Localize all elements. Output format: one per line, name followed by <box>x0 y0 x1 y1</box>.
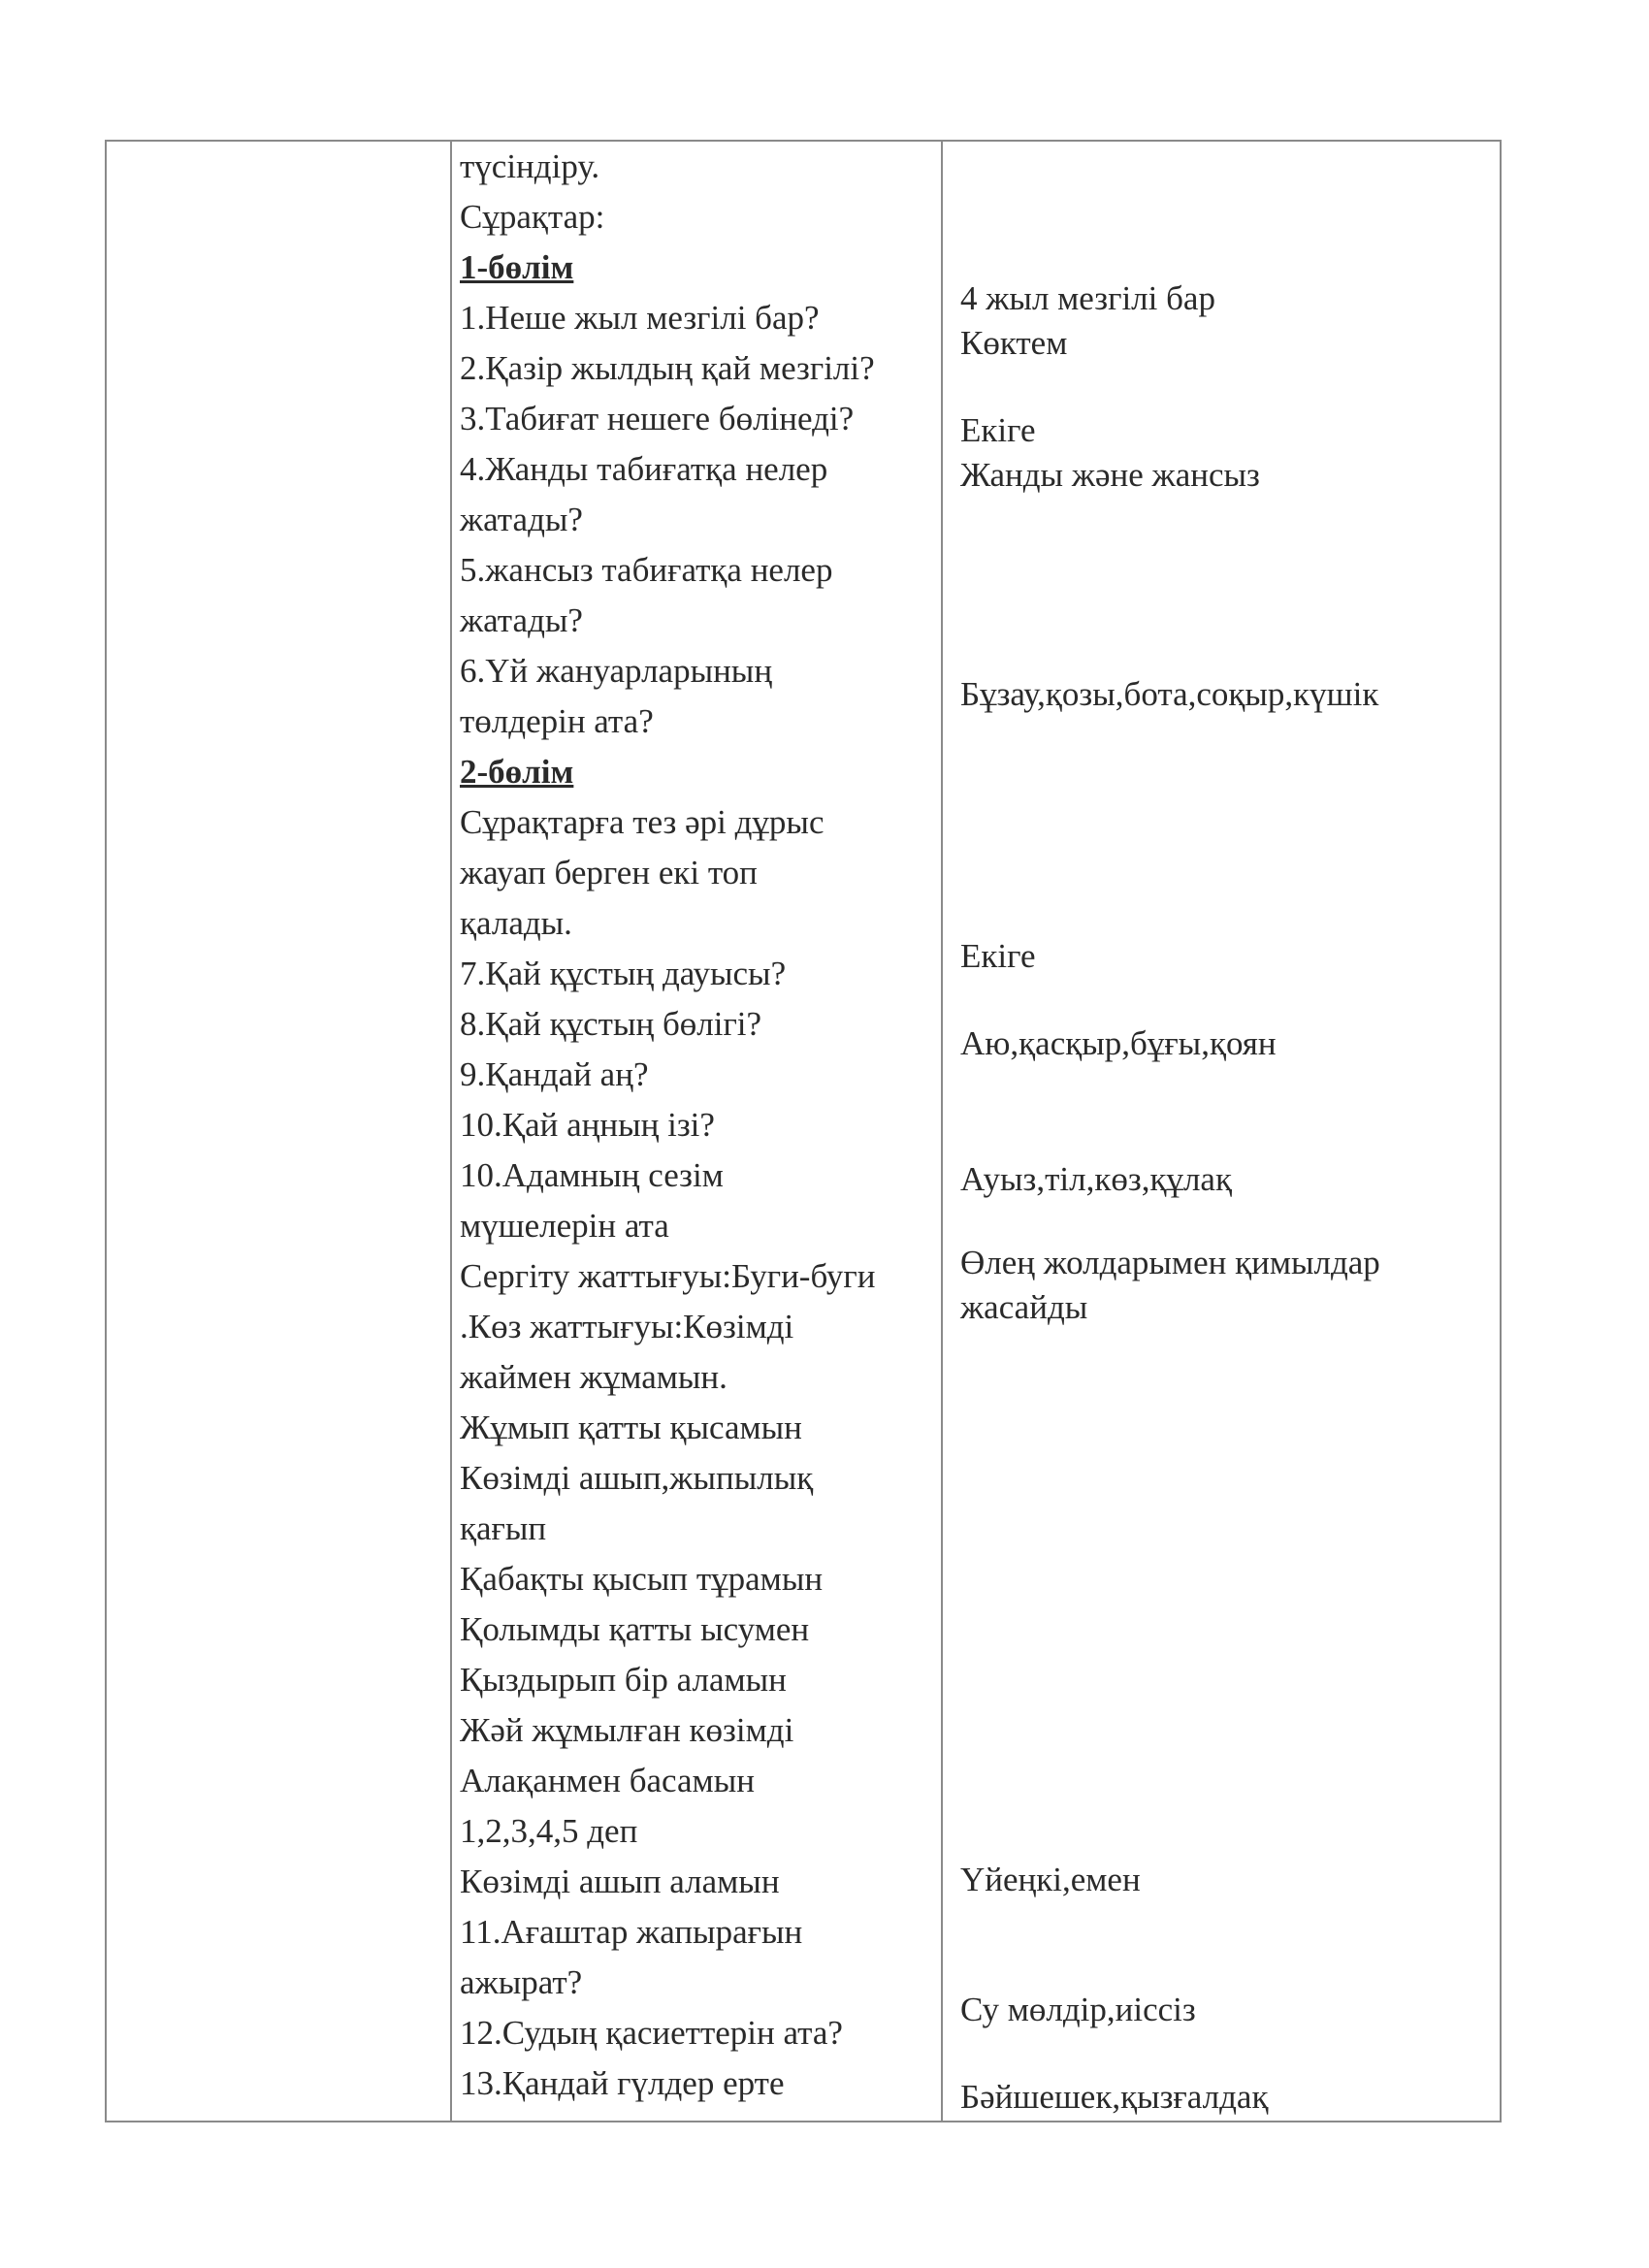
question-line: 3.Табиғат нешеге бөлінеді? <box>460 400 855 437</box>
answer-line: Екіге <box>960 411 1036 449</box>
question-line: 4.Жанды табиғатқа нелер <box>460 450 828 488</box>
question-line: Сұрақтар: <box>460 198 605 236</box>
column-divider-1 <box>450 140 452 2122</box>
question-line: 10.Қай аңның ізі? <box>460 1106 715 1144</box>
question-line: ажырат? <box>460 1963 583 2001</box>
answer-line: Аю,қасқыр,бұғы,қоян <box>960 1024 1277 1062</box>
question-line: 2.Қазір жылдың қай мезгілі? <box>460 349 875 387</box>
question-line: Көзімді ашып,жыпылық <box>460 1459 814 1497</box>
question-line: Көзімді ашып аламын <box>460 1863 780 1900</box>
section-heading: 1-бөлім <box>460 248 574 286</box>
answer-line: Жанды және жансыз <box>960 456 1260 494</box>
question-line: төлдерін ата? <box>460 702 654 740</box>
question-line: 1,2,3,4,5 деп <box>460 1812 638 1850</box>
question-line: түсіндіру. <box>460 147 600 185</box>
question-line: 7.Қай құстың дауысы? <box>460 955 787 992</box>
question-line: жатады? <box>460 501 583 538</box>
answer-line: Өлең жолдарымен қимылдар <box>960 1244 1380 1281</box>
column-divider-2 <box>941 140 943 2122</box>
answer-line: Ауыз,тіл,көз,құлақ <box>960 1160 1232 1198</box>
answer-line: жасайды <box>960 1288 1088 1326</box>
answer-line: Бәйшешек,қызғалдақ <box>960 2078 1269 2116</box>
question-line: Жәй жұмылған көзімді <box>460 1711 794 1749</box>
question-line: жауап берген екі топ <box>460 854 758 891</box>
question-line: Сергіту жаттығуы:Буги-буги <box>460 1257 876 1295</box>
question-line: Қыздырып бір аламын <box>460 1661 787 1699</box>
question-line: 11.Ағаштар жапырағын <box>460 1913 803 1951</box>
question-line: 10.Адамның сезім <box>460 1156 724 1194</box>
question-line: Сұрақтарға тез әрі дұрыс <box>460 803 824 841</box>
question-line: 5.жансыз табиғатқа нелер <box>460 551 833 589</box>
question-line: 13.Қандай гүлдер ерте <box>460 2064 785 2102</box>
question-line: 12.Судың қасиеттерін ата? <box>460 2014 843 2052</box>
question-line: мүшелерін ата <box>460 1207 669 1245</box>
answer-line: Көктем <box>960 324 1068 362</box>
question-line: Қолымды қатты ысумен <box>460 1610 810 1648</box>
question-line: 9.Қандай аң? <box>460 1055 649 1093</box>
question-line: 1.Неше жыл мезгілі бар? <box>460 299 820 337</box>
question-line: Қабақты қысып тұрамын <box>460 1560 824 1598</box>
section-heading: 2-бөлім <box>460 753 574 791</box>
question-line: 8.Қай құстың бөлігі? <box>460 1005 762 1043</box>
question-line: Жұмып қатты қысамын <box>460 1409 802 1446</box>
question-line: Алақанмен басамын <box>460 1762 755 1799</box>
question-line: қағып <box>460 1509 547 1547</box>
question-line: 6.Үй жануарларының <box>460 652 773 690</box>
question-line: қалады. <box>460 904 572 942</box>
answer-line: 4 жыл мезгілі бар <box>960 279 1215 317</box>
answer-line: Су мөлдір,иіссіз <box>960 1991 1196 2028</box>
question-line: жатады? <box>460 601 583 639</box>
answer-line: Екіге <box>960 937 1036 975</box>
question-line: .Көз жаттығуы:Көзімді <box>460 1308 794 1345</box>
question-line: жаймен жұмамын. <box>460 1358 728 1396</box>
answer-line: Бұзау,қозы,бота,соқыр,күшік <box>960 675 1379 713</box>
answer-line: Үйеңкі,емен <box>960 1861 1141 1898</box>
